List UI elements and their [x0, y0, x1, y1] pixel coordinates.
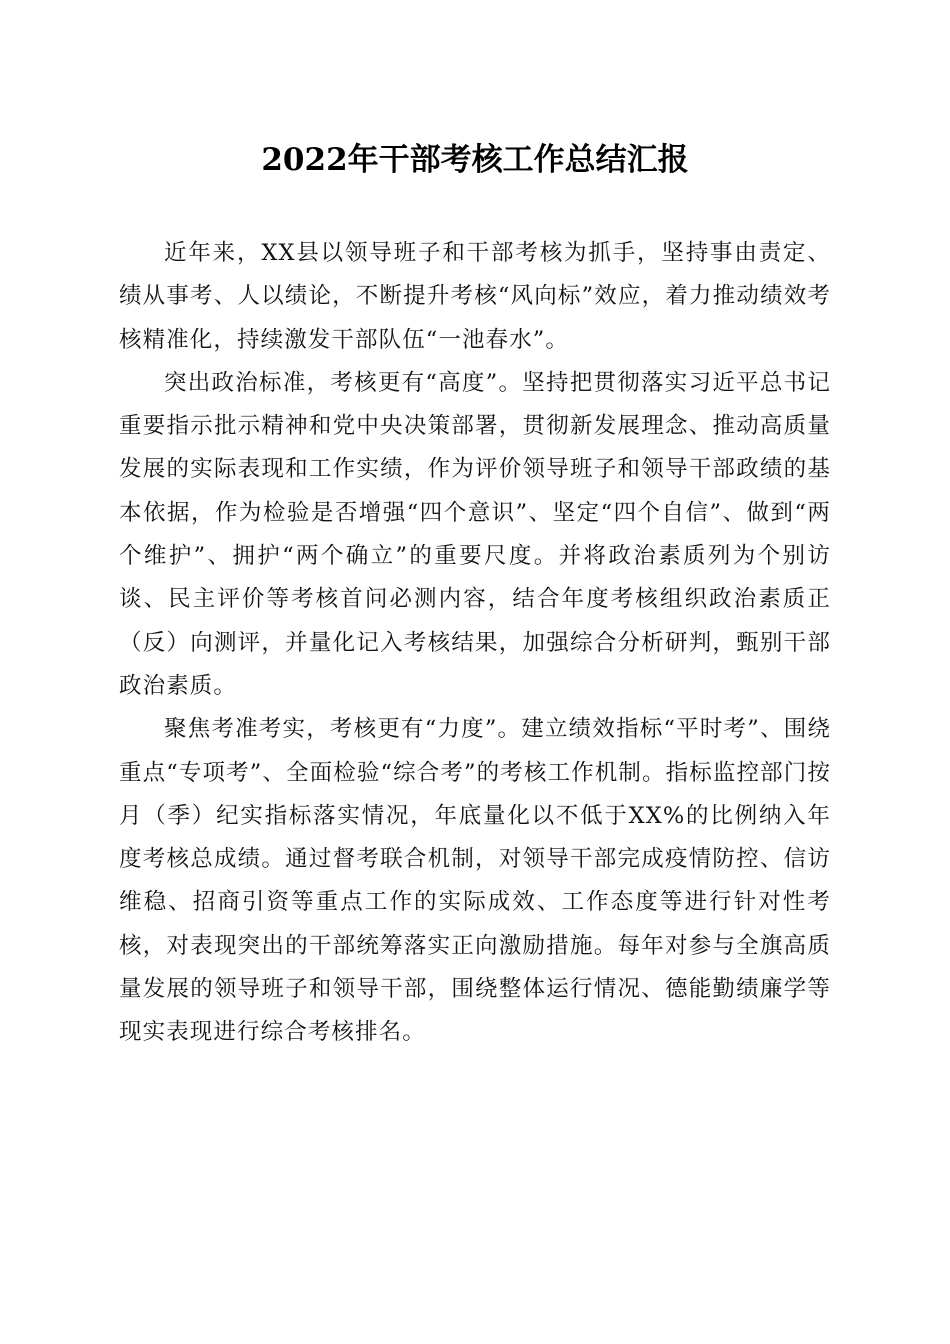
paragraph-political-standard: 突出政治标准，考核更有“高度”。坚持把贯彻落实习近平总书记重要指示批示精神和党中央决策部署，贯彻新发展理念、推动高质量发展的实际表现和工作实绩，作为评价领导班子和领导干部政绩的基本依据，作为检验是否增强“四个意识”、坚定“四个自信”、做到“两个维护”、拥护“两个确立”的重要尺度。并将政治素质列为个别访谈、民主评价等考核首问必测内容，结合年度考核组织政治素质正（反）向测评，并量化记入考核结果，加强综合分析研判，甄别干部政治素质。	[119, 369, 831, 699]
document-body	[119, 232, 831, 1055]
document-title: 2022年干部考核工作总结汇报	[261, 142, 689, 178]
paragraph-assessment-accuracy: 聚焦考准考实，考核更有“力度”。建立绩效指标“平时考”、围绕重点“专项考”、全面检验“综合考”的考核工作机制。指标监控部门按月（季）纪实指标落实情况，年底量化以不低于XX%的比例纳入年度考核总成绩。通过督考联合机制，对领导干部完成疫情防控、信访维稳、招商引资等重点工作的实际成效、工作态度等进行针对性考核，对表现突出的干部统筹落实正向激励措施。每年对参与全旗高质量发展的领导班子和领导干部，围绕整体运行情况、德能勤绩廉学等现实表现进行综合考核排名。	[119, 716, 831, 1046]
paragraph-intro: 近年来，XX县以领导班子和干部考核为抓手，坚持事由责定、绩从事考、人以绩论，不断提升考核“风向标”效应，着力推动绩效考核精准化，持续激发干部队伍“一池春水”。	[119, 240, 831, 353]
